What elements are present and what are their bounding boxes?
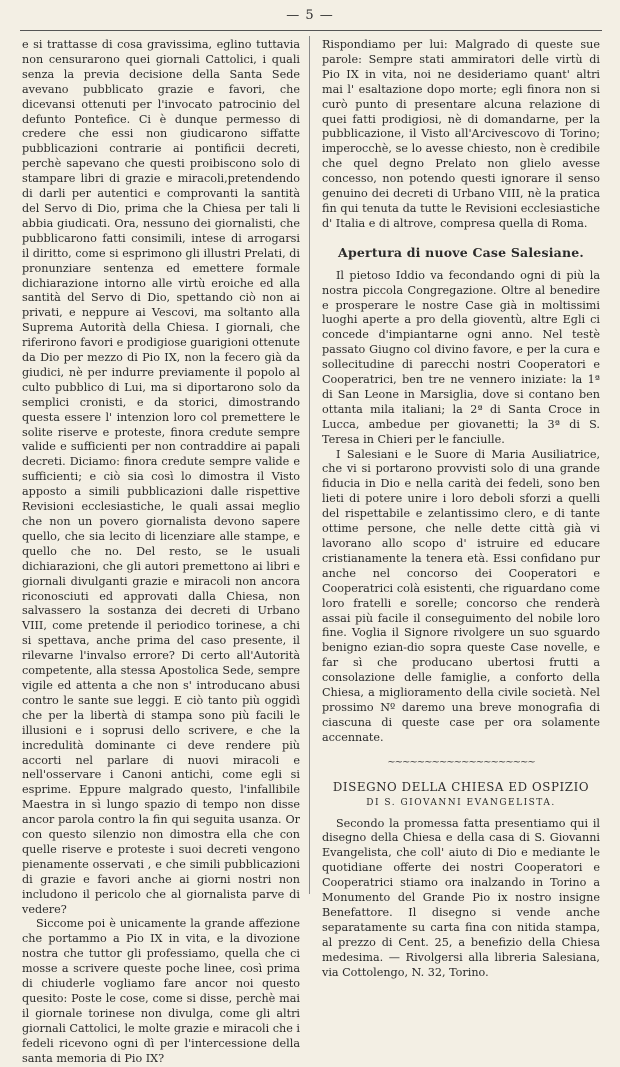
right-paragraph-3: I Salesiani e le Suore di Maria Ausiliatrice, che vi si portarono provvisti solo di una grande fiducia in Dio e nella carità dei fedeli, sono ben lieti di potere unire i loro deboli sforzi a quelli del rispettabile e zelantissimo clero, e di tante ottime persone, che nelle dette città già vi lavorano allo scopo d' istruire ed educare cristianamente la tenera età. Essi confidano pur anche nel concorso dei Cooperatori e Cooperatrici colà esistenti, che riguardano come loro fratelli e sorelle; concorso che renderà assai più facile il conseguimento del nobile loro fine. Voglia il Signore rivolgere un suo sguardo benigno ezian-dio sopra queste Case novelle, e far sì che producano ubertosi frutti a consolazione delle famiglie, a conforto della Chiesa, a miglioramento della civile società. Nel prossimo Nº daremo una breve monografia di ciascuna di queste case per ora solamente accennate.	[322, 447, 600, 744]
right-paragraph-1: Rispondiamo per lui: Malgrado di queste sue parole: Sempre stati ammiratori delle virtù di Pio IX in vita, noi ne desideriamo quant' altri mai l' esaltazione dopo morte; egli finora non si curò punto di presentare alcuna relazione di quei fatti prodigiosi, nè di domandarne, per la pubblicazione, il Visto all'Arcivescovo di Torino; imperocchè, se lo avesse chiesto, non è credibile che quel degno Prelato non glielo avesse concesso, non potendo questi ignorare il senso genuino dei decreti di Urbano VIII, nè la pratica fin qui tenuta da tutte le Revisioni ecclesiastiche d' Italia e di altrove, compresa quella di Roma.	[322, 38, 600, 230]
section-heading-disegno: DISEGNO DELLA CHIESA ED OSPIZIO	[332, 779, 590, 794]
page-number: — 5 —	[286, 8, 334, 23]
column-divider	[309, 36, 310, 894]
right-column	[322, 38, 600, 979]
ornament-divider: ~~~~~~~~~~~~~~~~~~~~	[387, 756, 535, 768]
left-paragraph-2: Siccome poi è unicamente la grande affezione che portammo a Pio IX in vita, e la divozione nostra che tuttor gli professiamo, quella che ci mosse a scrivere queste poche linee, così prima di chiuderle vogliamo fare ancor noi questo quesito: Poste le cose, come si disse, perchè mai il giornale torinese non divulga, come gli altri giornali Cattolici, le molte grazie e miracoli che i fedeli ricevono ogni dì per l'intercessione della santa memoria di Pio IX?	[22, 917, 300, 1065]
section-subheading-disegno: DI S. GIOVANNI EVANGELISTA.	[366, 797, 556, 808]
left-column	[22, 38, 300, 1065]
section-heading-case-salesiane: Apertura di nuove Case Salesiane.	[338, 244, 584, 260]
header-rule	[20, 30, 602, 31]
right-paragraph-2: Il pietoso Iddio va fecondando ogni di più la nostra piccola Congregazione. Oltre al benedire e prosperare le nostre Case già in moltissimi luoghi aperte a pro della gioventù, altre Egli ci concede d'impiantarne ogni anno. Nel testè passato Giugno col divino favore, e per la cura e sollecitudine di parecchi nostri Cooperatori e Cooperatrici, ben tre ne vennero iniziate: la 1ª di San Leone in Marsiglia, dove si contano ben ottanta mila italiani; la 2ª di Santa Croce in Lucca, ambedue per giovanetti; la 3ª di S. Teresa in Chieri per le fanciulle.	[322, 268, 600, 446]
right-paragraph-4: Secondo la promessa fatta presentiamo qui il disegno della Chiesa e della casa di S. Giovanni Evangelista, che coll' aiuto di Dio e mediante le quotidiane offerte dei nostri Cooperatori e Cooperatrici stiamo ora inalzando in Torino a Monumento del Grande Pio ix nostro insigne Benefattore. Il disegno si vende anche separatamente su carta fina con nitida stampa, al prezzo di Cent. 25, a benefizio della Chiesa medesima. — Rivolgersi alla libreria Salesiana, via Cottolengo, N. 32, Torino.	[322, 816, 600, 979]
left-paragraph-1: e si trattasse di cosa gravissima, eglino tuttavia non censurarono quei giornali Cattolici, i quali senza la previa decisione della Santa Sede avevano pubblicato grazie e favori, che dicevansi ottenuti per l'invocato patrocinio del defunto Pontefice. Ci è dunque permesso di credere che essi non giudicarono siffatte pubblicazioni contrarie ai pontificii decreti, perchè sapevano che questi proibiscono solo di stampare libri di grazie e miracoli,pretendendo di darli per autentici e comprovanti la santità del Servo di Dio, prima che la Chiesa per tali li abbia giudicati. Ora, nessuno dei giornalisti, che pubblicarono fatti consimili, intese di arrogarsi il diritto, come si esprimono gli illustri Prelati, di pronunziare sentenza ed emettere formale dichiarazione intorno alle virtù eroiche ed alla santità del Servo di Dio, spettando ciò non ai privati, e neppure ai Vescovi, ma soltanto alla Suprema Autorità della Chiesa. I giornali, che riferirono favori e prodigiose guarigioni ottenute da Dio per mezzo di Pio IX, non la fecero già da giudici, nè per indurre previamente il popolo al culto pubblico di Lui, ma si diportarono solo da semplici cronisti, e da storici, dimostrando questa essere l' intenzion loro col premettere le solite riserve e proteste, finora credute sempre valide e sufficienti per non contraddire ai papali decreti. Diciamo: finora credute sempre valide e sufficienti; e ciò sia così lo dimostra il Visto apposto a simili pubblicazioni dalle rispettive Revisioni ecclesiastiche, le quali assai meglio che non un povero giornalista devono sapere quello, che sia lecito di licenziare alle stampe, e quello che no. Del resto, se le usuali dichiarazioni, che gli autori premettono ai libri e giornali divulganti grazie e miracoli non ancora riconosciuti ed approvati dalla Chiesa, non salvassero la sostanza dei decreti di Urbano VIII, come pretende il periodico torinese, a chi si spettava, anche prima del caso presente, il rilevarne l'invalso errore? Di certo all'Autorità competente, alla stessa Apostolica Sede, sempre vigile ed attenta a che non s' introducano abusi contro le sante sue leggi. E ciò tanto più oggidì che per la libertà di stampa sono più facili le illusioni e i soprusi dello scrivere, e che la incredulità dominante ci deve rendere più accorti nel parlare di nuovi miracoli e nell'osservare i Canoni antichi, come egli si esprime. Eppure malgrado questo, l'infallibile Maestra in sì lungo spazio di tempo non disse ancor parola contro la fin qui seguita usanza. Or con questo silenzio non dimostra ella che con quelle riserve e proteste i suoi decreti vengono pienamente osservati , e che simili pubblicazioni di grazie e favori anche ai giorni nostri non includono il pericolo che al giornalista parve di vedere?	[22, 38, 300, 916]
